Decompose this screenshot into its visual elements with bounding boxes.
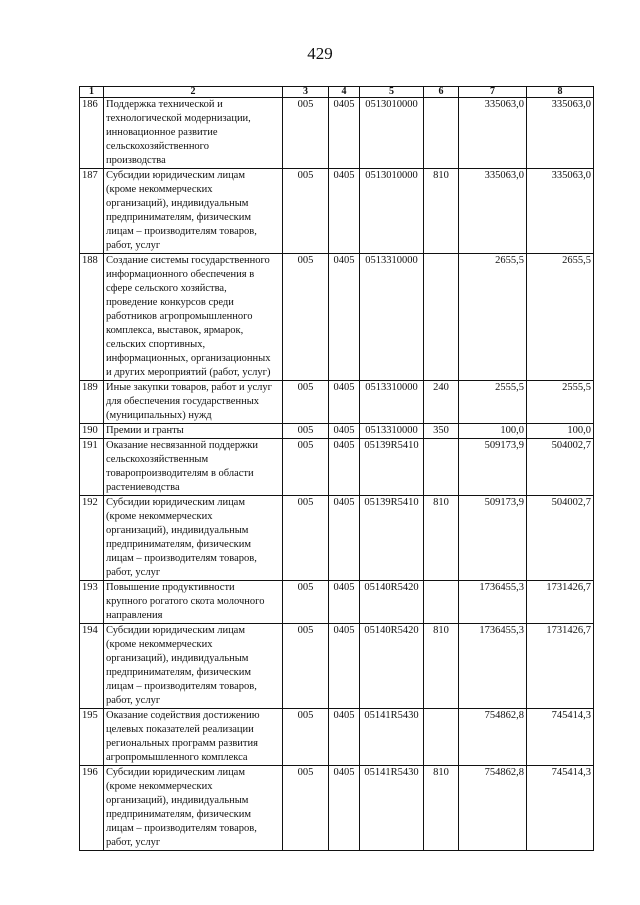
amount-col7: 2655,5 [459, 254, 527, 381]
row-name-line: (кроме некоммерческих [106, 511, 213, 522]
target-article-code: 0513310000 [360, 424, 424, 439]
row-name-line: региональных программ развития [106, 738, 258, 749]
row-name-line: лицам – производителям товаров, [106, 553, 257, 564]
row-name-line: сельскохозяйственного [106, 141, 209, 152]
amount-col7: 509173,9 [459, 496, 527, 581]
row-name-line: предпринимателям, физическим [106, 667, 252, 678]
ministry-code: 005 [283, 424, 329, 439]
ministry-code: 005 [283, 581, 329, 624]
target-article-code: 05141R5430 [360, 709, 424, 766]
ministry-code: 005 [283, 381, 329, 424]
target-article-code: 0513310000 [360, 381, 424, 424]
column-header: 1 [80, 87, 104, 98]
ministry-code: 005 [283, 496, 329, 581]
row-name-line: лицам – производителям товаров, [106, 226, 257, 237]
ministry-code: 005 [283, 766, 329, 851]
expense-type-code: 240 [424, 381, 459, 424]
section-code: 0405 [329, 581, 360, 624]
row-name-line: сельских спортивных, [106, 339, 206, 350]
row-number: 196 [80, 766, 104, 851]
row-name-line: информационного обеспечения в [106, 269, 255, 280]
amount-col8: 1731426,7 [527, 581, 594, 624]
amount-col8: 335063,0 [527, 169, 594, 254]
amount-col8: 335063,0 [527, 98, 594, 169]
row-name-line: целевых показателей реализации [106, 724, 254, 735]
column-header: 3 [283, 87, 329, 98]
row-name-line: работников агропромышленного [106, 311, 253, 322]
target-article-code: 05139R5410 [360, 439, 424, 496]
amount-col8: 2655,5 [527, 254, 594, 381]
table-row [80, 439, 594, 496]
ministry-code: 005 [283, 439, 329, 496]
table-row [80, 766, 594, 851]
table-row [80, 709, 594, 766]
row-name-line: (муниципальных) нужд [106, 410, 212, 421]
row-name-line: технологической модернизации, [106, 113, 251, 124]
row-name-line: лицам – производителям товаров, [106, 681, 257, 692]
row-name-line: сфере сельского хозяйства, [106, 283, 227, 294]
row-name-line: Иные закупки товаров, работ и услуг [106, 382, 272, 393]
amount-col8: 745414,3 [527, 766, 594, 851]
ministry-code: 005 [283, 169, 329, 254]
expense-type-code: 350 [424, 424, 459, 439]
expense-type-code [424, 439, 459, 496]
amount-col8: 745414,3 [527, 709, 594, 766]
row-number: 191 [80, 439, 104, 496]
row-name-line: Субсидии юридическим лицам [106, 767, 245, 778]
expense-type-code: 810 [424, 766, 459, 851]
row-number: 192 [80, 496, 104, 581]
expense-type-code [424, 254, 459, 381]
row-name-line: Субсидии юридическим лицам [106, 170, 245, 181]
expense-type-code [424, 98, 459, 169]
row-number: 190 [80, 424, 104, 439]
section-code: 0405 [329, 766, 360, 851]
target-article-code: 05140R5420 [360, 581, 424, 624]
section-code: 0405 [329, 169, 360, 254]
column-header: 2 [104, 87, 283, 98]
row-name-line: работ, услуг [106, 240, 161, 251]
table-row [80, 424, 594, 439]
row-number: 186 [80, 98, 104, 169]
expense-type-code: 810 [424, 496, 459, 581]
column-header: 8 [527, 87, 594, 98]
amount-col7: 509173,9 [459, 439, 527, 496]
target-article-code: 0513010000 [360, 98, 424, 169]
amount-col8: 504002,7 [527, 439, 594, 496]
row-name [104, 581, 283, 624]
table-row [80, 169, 594, 254]
table-body [80, 98, 594, 851]
ministry-code: 005 [283, 624, 329, 709]
row-name-line: работ, услуг [106, 567, 161, 578]
row-name-line: (кроме некоммерческих [106, 781, 213, 792]
amount-col7: 335063,0 [459, 98, 527, 169]
row-name-line: Субсидии юридическим лицам [106, 497, 245, 508]
table-row [80, 581, 594, 624]
row-name-line: работ, услуг [106, 695, 161, 706]
target-article-code: 05141R5430 [360, 766, 424, 851]
row-name-line: Создание системы государственного [106, 255, 270, 266]
row-name [104, 624, 283, 709]
row-name-line: информационных, организационных [106, 353, 271, 364]
section-code: 0405 [329, 98, 360, 169]
target-article-code: 0513310000 [360, 254, 424, 381]
row-name-line: для обеспечения государственных [106, 396, 259, 407]
row-name [104, 766, 283, 851]
row-name-line: Премии и гранты [106, 425, 184, 436]
row-name [104, 439, 283, 496]
section-code: 0405 [329, 439, 360, 496]
row-name-line: лицам – производителям товаров, [106, 823, 257, 834]
row-name-line: проведение конкурсов среди [106, 297, 234, 308]
section-code: 0405 [329, 624, 360, 709]
expense-type-code: 810 [424, 169, 459, 254]
expense-type-code [424, 709, 459, 766]
row-name-line: и других мероприятий (работ, услуг) [106, 367, 271, 378]
expense-type-code: 810 [424, 624, 459, 709]
row-name-line: организаций), индивидуальным [106, 653, 249, 664]
section-code: 0405 [329, 709, 360, 766]
row-name-line: комплекса, выставок, ярмарок, [106, 325, 244, 336]
row-name-line: организаций), индивидуальным [106, 198, 249, 209]
header-row [80, 87, 594, 98]
row-name-line: товаропроизводителям в области [106, 468, 254, 479]
amount-col8: 2555,5 [527, 381, 594, 424]
amount-col7: 2555,5 [459, 381, 527, 424]
row-name-line: крупного рогатого скота молочного [106, 596, 265, 607]
row-name-line: работ, услуг [106, 837, 161, 848]
target-article-code: 05140R5420 [360, 624, 424, 709]
ministry-code: 005 [283, 254, 329, 381]
row-name-line: предпринимателям, физическим [106, 212, 252, 223]
row-name-line: инновационное развитие [106, 127, 218, 138]
amount-col7: 1736455,3 [459, 581, 527, 624]
row-name-line: направления [106, 610, 163, 621]
budget-table [79, 86, 594, 851]
row-name-line: организаций), индивидуальным [106, 525, 249, 536]
amount-col7: 754862,8 [459, 766, 527, 851]
column-header: 4 [329, 87, 360, 98]
row-name-line: агропромышленного комплекса [106, 752, 248, 763]
amount-col7: 335063,0 [459, 169, 527, 254]
amount-col8: 1731426,7 [527, 624, 594, 709]
row-name-line: растениеводства [106, 482, 180, 493]
row-name-line: Оказание содействия достижению [106, 710, 260, 721]
column-header: 5 [360, 87, 424, 98]
row-number: 195 [80, 709, 104, 766]
column-header: 6 [424, 87, 459, 98]
row-name-line: (кроме некоммерческих [106, 184, 213, 195]
table-row [80, 381, 594, 424]
amount-col7: 754862,8 [459, 709, 527, 766]
row-name-line: Повышение продуктивности [106, 582, 235, 593]
ministry-code: 005 [283, 709, 329, 766]
section-code: 0405 [329, 254, 360, 381]
row-name-line: производства [106, 155, 166, 166]
section-code: 0405 [329, 496, 360, 581]
ministry-code: 005 [283, 98, 329, 169]
row-name-line: сельскохозяйственным [106, 454, 209, 465]
target-article-code: 0513010000 [360, 169, 424, 254]
row-number: 193 [80, 581, 104, 624]
row-name-line: (кроме некоммерческих [106, 639, 213, 650]
row-name [104, 381, 283, 424]
row-number: 187 [80, 169, 104, 254]
page-number: 429 [307, 44, 333, 63]
section-code: 0405 [329, 381, 360, 424]
row-number: 188 [80, 254, 104, 381]
row-name [104, 496, 283, 581]
amount-col7: 1736455,3 [459, 624, 527, 709]
target-article-code: 05139R5410 [360, 496, 424, 581]
row-name-line: предпринимателям, физическим [106, 539, 252, 550]
row-name [104, 424, 283, 439]
row-name [104, 709, 283, 766]
row-name-line: предпринимателям, физическим [106, 809, 252, 820]
row-number: 194 [80, 624, 104, 709]
row-name [104, 98, 283, 169]
amount-col8: 504002,7 [527, 496, 594, 581]
column-header: 7 [459, 87, 527, 98]
row-name-line: Оказание несвязанной поддержки [106, 440, 259, 451]
table-row [80, 496, 594, 581]
row-name-line: Субсидии юридическим лицам [106, 625, 245, 636]
table-row [80, 254, 594, 381]
row-name [104, 254, 283, 381]
row-name-line: Поддержка технической и [106, 99, 223, 110]
amount-col8: 100,0 [527, 424, 594, 439]
row-name-line: организаций), индивидуальным [106, 795, 249, 806]
amount-col7: 100,0 [459, 424, 527, 439]
table-row [80, 624, 594, 709]
row-name [104, 169, 283, 254]
section-code: 0405 [329, 424, 360, 439]
row-number: 189 [80, 381, 104, 424]
expense-type-code [424, 581, 459, 624]
table-row [80, 98, 594, 169]
